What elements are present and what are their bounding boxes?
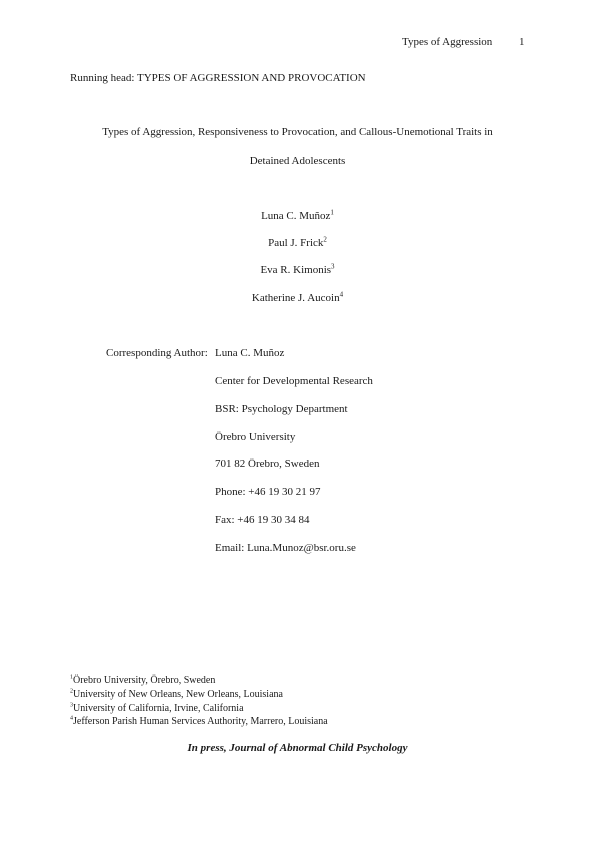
address-line: BSR: Psychology Department	[215, 403, 348, 415]
author-name: Luna C. Muñoz	[261, 210, 331, 222]
phone-line: Phone: +46 19 30 21 97	[215, 486, 321, 498]
page-number: 1	[519, 36, 525, 48]
email-line: Email: Luna.Munoz@bsr.oru.se	[215, 542, 356, 554]
footnote-text: University of California, Irvine, California	[73, 703, 244, 714]
address-line: 701 82 Örebro, Sweden	[215, 458, 320, 470]
author-name: Paul J. Frick	[268, 237, 324, 249]
author	[0, 292, 595, 304]
author-affiliation-mark: 4	[339, 290, 344, 299]
publication-status: In press, Journal of Abnormal Child Psychology	[187, 742, 408, 754]
footnote	[70, 675, 215, 686]
corresponding-author-label: Corresponding Author:	[106, 347, 208, 359]
author	[0, 210, 595, 222]
author-name: Eva R. Kimonis	[260, 264, 332, 276]
title-line-1: Types of Aggression, Responsiveness to Provocation, and Callous-Unemotional Traits in	[102, 126, 493, 138]
author-name: Katherine J. Aucoin	[251, 292, 340, 304]
footnote	[70, 716, 328, 727]
author-affiliation-mark: 2	[323, 235, 327, 244]
corresponding-author-name: Luna C. Muñoz	[215, 347, 285, 359]
footnote-mark: 1	[70, 674, 73, 681]
footnote	[70, 689, 283, 700]
author	[0, 264, 595, 276]
footnote-mark: 4	[70, 715, 73, 722]
footnote-mark: 2	[70, 688, 73, 695]
author-affiliation-mark: 1	[330, 208, 334, 217]
header-short-title: Types of Aggression	[402, 36, 493, 48]
running-head: Running head: TYPES OF AGGRESSION AND PROVOCATION	[70, 72, 366, 84]
address-line: Center for Developmental Research	[215, 375, 373, 387]
address-line: Örebro University	[215, 431, 296, 443]
footnote	[70, 703, 244, 714]
footnote-mark: 3	[70, 702, 73, 709]
author	[0, 237, 595, 249]
footnote-text: Örebro University, Örebro, Sweden	[73, 675, 216, 686]
fax-line: Fax: +46 19 30 34 84	[215, 514, 310, 526]
footnote-text: University of New Orleans, New Orleans, Louisiana	[73, 689, 283, 700]
footnote-text: Jefferson Parish Human Services Authority, Marrero, Louisiana	[73, 716, 328, 727]
author-affiliation-mark: 3	[331, 262, 335, 271]
title-line-2: Detained Adolescents	[249, 155, 346, 167]
